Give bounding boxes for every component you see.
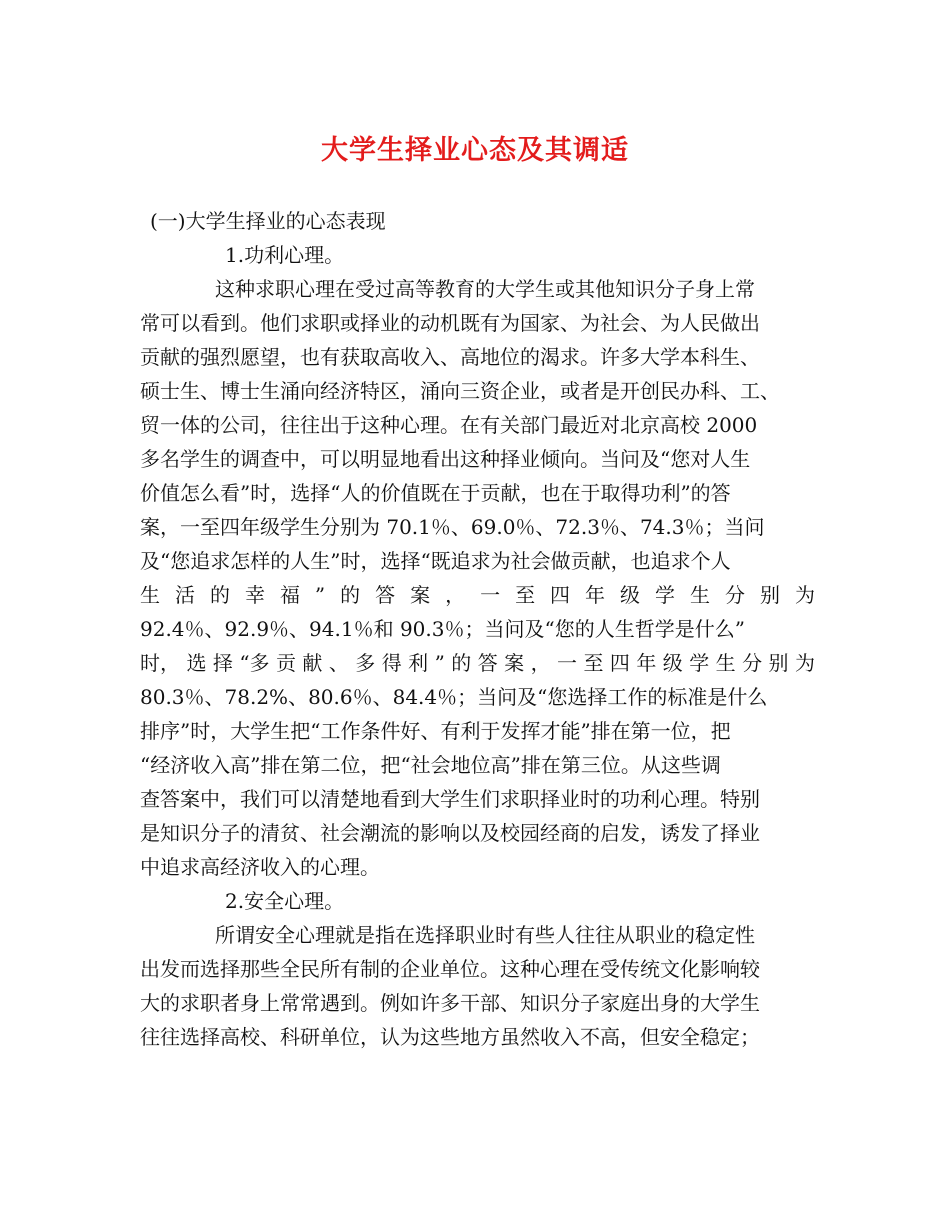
text-glyph: 活 (174, 583, 195, 607)
text-glyph: 、 (328, 651, 349, 675)
text-glyph: 答 (375, 583, 396, 607)
text-glyph: 得 (381, 651, 402, 675)
paragraph-line: 及“您追求怎样的人生”时，选择“既追求为社会做贡献，也追求个人 (140, 549, 731, 573)
text-glyph: 择 (212, 651, 233, 675)
subsection-heading-2: 2.安全心理。 (225, 889, 345, 913)
text-glyph: 为 (794, 583, 815, 607)
text-glyph: 答 (477, 651, 498, 675)
subsection-heading-1: 1.功利心理。 (225, 243, 345, 267)
text-glyph: “多 (239, 651, 270, 675)
text-glyph: 多 (355, 651, 376, 675)
paragraph-line: 大的求职者身上常常遇到。例如许多干部、知识分子家庭出身的大学生 (140, 991, 760, 1015)
text-glyph: 福 (279, 583, 300, 607)
text-glyph: 案 (410, 583, 431, 607)
paragraph-line: 硕士生、博士生涌向经济特区，涌向三资企业，或者是开创民办科、工、 (140, 379, 780, 403)
text-glyph: 分 (742, 651, 763, 675)
text-glyph: 利 (408, 651, 429, 675)
text-glyph: 学 (655, 583, 675, 607)
text-glyph: ” (314, 583, 326, 607)
text-glyph: ， (445, 583, 466, 607)
text-glyph: 一 (557, 651, 578, 675)
paragraph-line: 贡献的强烈愿望，也有获取高收入、高地位的渴求。许多大学本科生、 (140, 345, 760, 369)
text-glyph: ， (530, 651, 551, 675)
paragraph-line: 92.4％、92.9％、94.1％和 90.3％；当问及“您的人生哲学是什么” (140, 617, 745, 641)
paragraph-line: 这种求职心理在受过高等教育的大学生或其他知识分子身上常 (215, 277, 755, 301)
paragraph-line: 查答案中，我们可以清楚地看到大学生们求职择业时的功利心理。特别 (140, 787, 760, 811)
paragraph-line: 贸一体的公司，往往出于这种心理。在有关部门最近对北京高校 2000 (140, 413, 758, 437)
paragraph-line: 是知识分子的清贫、社会潮流的影响以及校园经商的启发，诱发了择业 (140, 821, 760, 845)
text-glyph: 级 (620, 583, 641, 607)
text-glyph: 分 (724, 583, 745, 607)
text-glyph: 四 (609, 651, 630, 675)
text-glyph: 幸 (244, 583, 265, 607)
paragraph-line: “经济收入高”排在第二位，把“社会地位高”排在第三位。从这些调 (140, 753, 721, 777)
text-glyph: 至 (515, 583, 536, 607)
paragraph-line: 出发而选择那些全民所有制的企业单位。这种心理在受传统文化影响较 (140, 957, 760, 981)
text-glyph: 学 (689, 651, 710, 675)
text-glyph: 别 (759, 583, 780, 607)
text-glyph: 年 (636, 651, 657, 675)
text-glyph: 生 (140, 583, 160, 607)
paragraph-line: 往往选择高校、科研单位，认为这些地方虽然收入不高，但安全稳定； (140, 1025, 760, 1049)
paragraph-line: 案，一至四年级学生分别为 70.1％、69.0％、72.3％、74.3％；当问 (140, 515, 765, 539)
text-glyph: 案 (504, 651, 525, 675)
paragraph-line: 80.3％、78.2%、80.6％、84.4％；当问及“您选择工作的标准是什么 (140, 685, 768, 709)
text-glyph: 别 (768, 651, 789, 675)
text-glyph: 级 (662, 651, 683, 675)
text-glyph: 至 (583, 651, 604, 675)
text-glyph: ” (434, 651, 445, 675)
document-body (140, 204, 815, 1054)
paragraph-line-justified (140, 578, 815, 612)
text-glyph: 生 (715, 651, 736, 675)
text-glyph: 为 (794, 651, 815, 675)
text-glyph: 一 (480, 583, 501, 607)
text-glyph: 的 (451, 651, 472, 675)
paragraph-line: 价值怎么看”时，选择“人的价值既在于贡献，也在于取得功利”的答 (140, 481, 731, 505)
paragraph-line: 多名学生的调查中，可以明显地看出这种择业倾向。当问及“您对人生 (140, 447, 751, 471)
text-glyph: 选 (186, 651, 207, 675)
paragraph-line: 常可以看到。他们求职或择业的动机既有为国家、为社会、为人民做出 (140, 311, 760, 335)
paragraph-line: 所谓安全心理就是指在选择职业时有些人往往从职业的稳定性 (215, 923, 755, 947)
text-glyph: 贡 (275, 651, 296, 675)
text-glyph: 献 (302, 651, 323, 675)
section-heading: (一)大学生择业的心态表现 (150, 209, 386, 233)
text-glyph: 时， (140, 651, 180, 675)
document-title: 大学生择业心态及其调适 (321, 135, 629, 166)
text-glyph: 四 (550, 583, 571, 607)
paragraph-line: 中追求高经济收入的心理。 (140, 855, 380, 879)
text-glyph: 的 (209, 583, 230, 607)
text-glyph: 的 (340, 583, 361, 607)
text-glyph: 年 (585, 583, 606, 607)
text-glyph: 生 (689, 583, 710, 607)
paragraph-line-justified (140, 646, 815, 680)
paragraph-line: 排序”时，大学生把“工作条件好、有利于发挥才能”排在第一位，把 (140, 719, 731, 743)
